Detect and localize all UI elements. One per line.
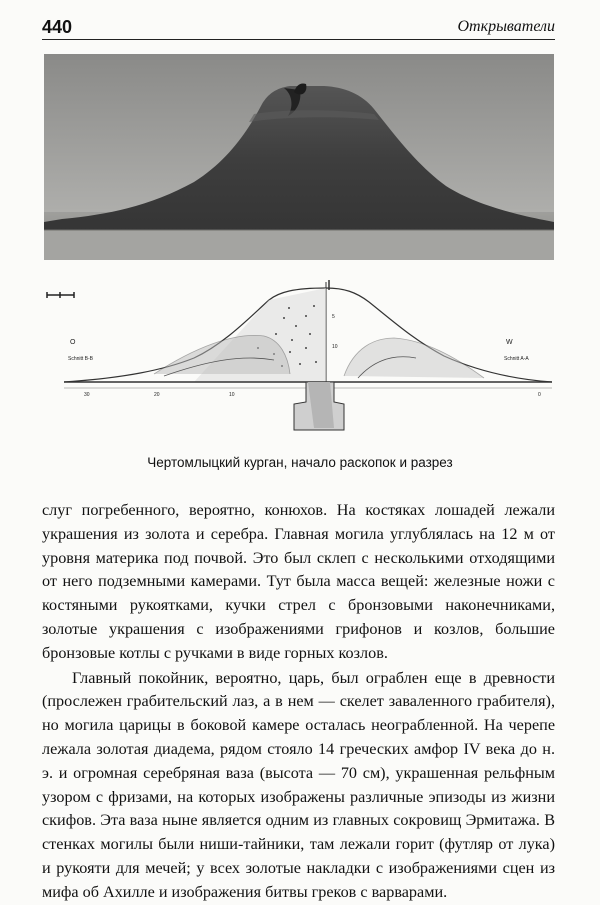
paragraph-1: слуг погребенного, вероятно, конюхов. На костяках лошадей лежали украшения из золота и серебра. Главная могила углублялась на 12 м от уровня материка под почвой. Это был склеп с несколькими отходящими от него подземными камерами. Тут была масса вещей: железные ножи с костяными рукоятками, кучки стрел с бронзовыми наконечниками, золотые украшения с изображениями грифонов и козлов, большие бронзовые котлы с ручками в виде горных козлов. [42,501,555,662]
kurgan-photo [44,54,554,260]
depth-label-10: 10 [332,344,338,350]
west-section-label: Schnitt B-B [68,356,94,362]
page-number: 440 [42,17,73,37]
east-side-label: W [506,339,513,346]
axis-label-10: 10 [229,392,235,398]
body-text [42,499,555,905]
west-side-label: O [70,339,76,346]
kurgan-section-diagram [44,278,554,443]
east-section-label: Schnitt A-A [504,356,529,362]
running-header [42,17,555,40]
figure-caption: Чертомлыцкий курган, начало раскопок и разрез [147,455,453,470]
axis-label-20: 20 [154,392,160,398]
axis-label-0: 0 [538,392,541,398]
axis-label-30: 30 [84,392,90,398]
section-drawing [44,278,554,443]
paragraph-2: Главный покойник, вероятно, царь, был ограблен еще в древности (прослежен грабительский лаз, а в нем — скелет заваленного грабителя), но могила царицы в боковой камере осталась неограбленной. На черепе лежала золотая диадема, рядом стояло 14 греческих амфор IV века до н. э. и огромная серебряная ваза (высота — 70 см), украшенная рельфным узором с фризами, на которых изображены различные эпизоды из жизни скифов. Эта ваза ныне является одним из главных сокровищ Эрмитажа. В стенках могилы были ниши-тайники, там лежали горит (футляр от лука) и рукояти для мечей; у всех золотые накладки с изображениями сцен из мифа об Ахилле и изображения битвы греков с варварами. [42,668,555,901]
running-title: Открыватели [457,18,555,35]
kurgan-photo-image [44,54,554,260]
depth-label-5: 5 [332,314,335,320]
